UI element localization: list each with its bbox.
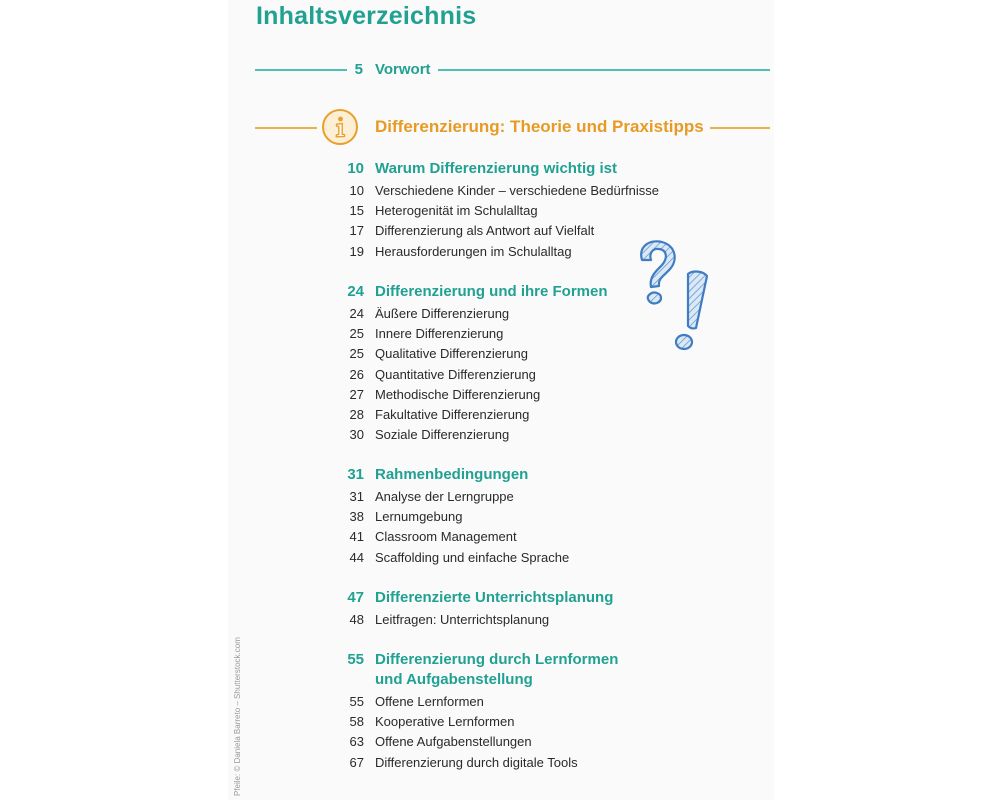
- entry-title: Differenzierung als Antwort auf Vielfalt: [375, 223, 595, 239]
- toc-chapter-2: [0, 282, 1000, 445]
- chapter-title: Warum Differenzierung wichtig ist: [375, 160, 617, 177]
- toc-entry[interactable]: [0, 221, 1000, 241]
- toc-entry[interactable]: [0, 201, 1000, 221]
- entry-page-number: 48: [349, 612, 364, 627]
- toc-entry[interactable]: [0, 712, 1000, 732]
- toc-entry[interactable]: [0, 405, 1000, 425]
- entry-title: Scaffolding und einfache Sprache: [375, 549, 570, 565]
- chapter-heading[interactable]: [0, 588, 1000, 608]
- toc-chapter-3: [0, 465, 1000, 568]
- chapter-page-number: 10: [347, 160, 364, 177]
- toc-entry[interactable]: [0, 610, 1000, 630]
- entry-page-number: 10: [349, 183, 364, 198]
- entry-page-number: 41: [349, 529, 364, 545]
- entry-title: Differenzierung durch digitale Tools: [375, 754, 578, 770]
- entry-page-number: 55: [349, 694, 364, 709]
- entry-title: Innere Differenzierung: [375, 326, 504, 342]
- entry-title: Methodische Differenzierung: [375, 386, 541, 402]
- entry-title: Heterogenität im Schulalltag: [375, 203, 538, 219]
- entry-page-number: 44: [349, 549, 364, 565]
- toc-entry[interactable]: [0, 324, 1000, 344]
- entry-page-number: 38: [349, 509, 364, 525]
- entry-title: Offene Aufgabenstellungen: [375, 734, 532, 750]
- toc-entry[interactable]: [0, 385, 1000, 405]
- chapter-title: Differenzierung und ihre Formen: [375, 283, 608, 300]
- entry-title: Kooperative Lernformen: [375, 714, 515, 730]
- entry-title: Äußere Differenzierung: [375, 306, 510, 321]
- chapter-title: Rahmenbedingungen: [375, 466, 529, 483]
- chapter-page-number: 47: [347, 589, 364, 606]
- info-icon: [322, 109, 358, 145]
- chapter-heading[interactable]: [0, 650, 1000, 690]
- chapter-title: Differenzierte Unterrichtsplanung: [375, 589, 614, 606]
- entry-page-number: 24: [349, 306, 364, 321]
- toc-entry[interactable]: [0, 753, 1000, 773]
- toc-entry[interactable]: [0, 548, 1000, 568]
- toc-entry[interactable]: [0, 487, 1000, 507]
- toc-chapter-4: [0, 588, 1000, 630]
- toc-entry[interactable]: [0, 692, 1000, 712]
- entry-title: Qualitative Differenzierung: [375, 346, 528, 362]
- page-title: Inhaltsverzeichnis: [256, 2, 477, 30]
- entry-title: Verschiedene Kinder – verschiedene Bedürfnisse: [375, 183, 660, 198]
- entry-page-number: 17: [349, 223, 364, 239]
- entry-title: Offene Lernformen: [375, 694, 484, 709]
- chapter-page-number: 31: [347, 466, 364, 483]
- toc-entry[interactable]: [0, 425, 1000, 445]
- toc-entry[interactable]: [0, 304, 1000, 324]
- part-rule-left: [255, 127, 317, 129]
- entry-title: Herausforderungen im Schulalltag: [375, 243, 572, 259]
- entry-title: Classroom Management: [375, 529, 517, 545]
- entry-page-number: 67: [349, 754, 364, 770]
- vorwort-rule-left: [255, 69, 347, 71]
- entry-page-number: 63: [349, 734, 364, 750]
- vorwort-page-number: 5: [354, 61, 363, 78]
- entry-page-number: 27: [349, 386, 364, 402]
- vorwort-rule-right: [438, 69, 770, 71]
- part-title: Differenzierung: Theorie und Praxistipps: [375, 117, 704, 136]
- question-exclamation-doodle-icon: [636, 238, 718, 356]
- entry-page-number: 58: [349, 714, 364, 730]
- entry-title: Soziale Differenzierung: [375, 427, 510, 443]
- entry-title: Quantitative Differenzierung: [375, 366, 536, 382]
- entry-title: Analyse der Lerngruppe: [375, 489, 514, 504]
- toc-entry[interactable]: [0, 732, 1000, 752]
- toc-entry[interactable]: [0, 344, 1000, 364]
- chapter-page-number: 24: [347, 283, 364, 300]
- toc-entry[interactable]: [0, 507, 1000, 527]
- entry-title: Leitfragen: Unterrichtsplanung: [375, 612, 550, 627]
- chapter-heading[interactable]: [0, 159, 1000, 179]
- toc-chapter-5: [0, 650, 1000, 773]
- chapter-heading[interactable]: [0, 465, 1000, 485]
- chapter-title: Differenzierung durch Lernformen und Aufgabenstellung: [375, 651, 619, 688]
- toc-chapter-1: [0, 159, 1000, 262]
- toc-entry[interactable]: [0, 181, 1000, 201]
- chapter-heading[interactable]: [0, 282, 1000, 302]
- entry-page-number: 25: [349, 346, 364, 362]
- entry-page-number: 31: [349, 489, 364, 504]
- entry-page-number: 15: [349, 203, 364, 219]
- entry-title: Lernumgebung: [375, 509, 463, 525]
- entry-page-number: 26: [349, 366, 364, 382]
- entry-page-number: 25: [349, 326, 364, 342]
- toc-entry[interactable]: [0, 365, 1000, 385]
- entry-page-number: 30: [349, 427, 364, 443]
- toc-entry[interactable]: [0, 527, 1000, 547]
- vorwort-title: Vorwort: [375, 61, 431, 78]
- entry-title: Fakultative Differenzierung: [375, 406, 530, 422]
- toc-entry[interactable]: [0, 242, 1000, 262]
- image-credit: Pfeile: © Daniela Barreto – Shutterstock.com: [233, 637, 242, 796]
- entry-page-number: 28: [349, 406, 364, 422]
- chapter-page-number: 55: [347, 651, 364, 668]
- part-rule-right: [710, 127, 770, 129]
- entry-page-number: 19: [349, 243, 364, 259]
